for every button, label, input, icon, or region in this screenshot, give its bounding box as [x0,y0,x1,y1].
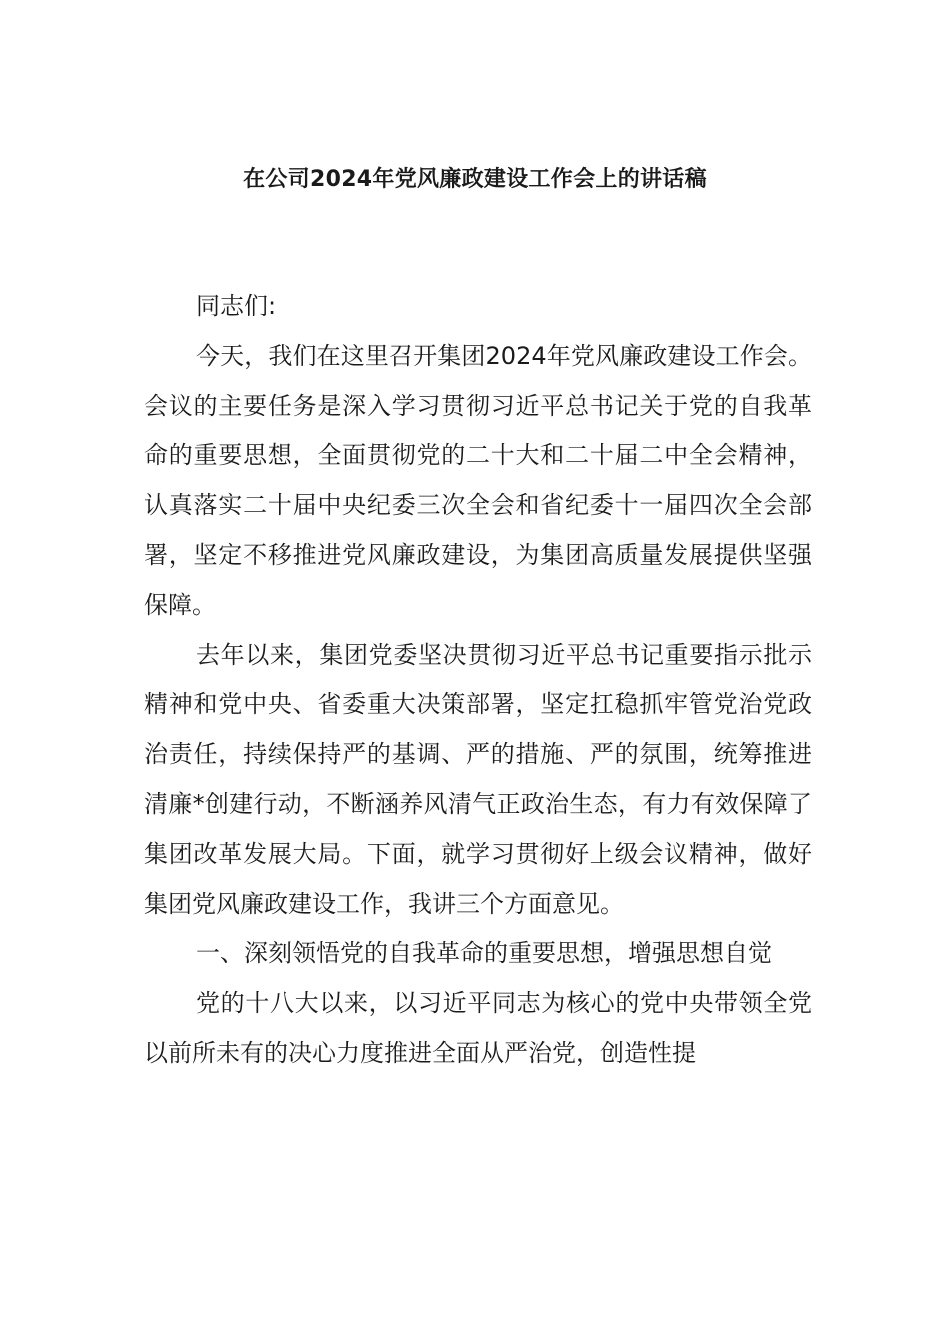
document-body [144,282,812,1079]
paragraph-opening: 今天，我们在这里召开集团2024年党风廉政建设工作会。会议的主要任务是深入学习贯彻习近平总书记关于党的自我革命的重要思想，全面贯彻党的二十大和二十届二中全会精神，认真落实二十届中央纪委三次全会和省纪委十一届四次全会部署，坚定不移推进党风廉政建设，为集团高质量发展提供坚强保障。 [144,341,812,619]
paragraph-section-1-text: 党的十八大以来，以习近平同志为核心的党中央带领全党以前所未有的决心力度推进全面从严治党，创造性提 [144,989,812,1067]
paragraph-salutation: 同志们: [196,292,277,320]
document-title: 在公司2024年党风廉政建设工作会上的讲话稿 [243,167,707,192]
paragraph-review: 去年以来，集团党委坚决贯彻习近平总书记重要指示批示精神和党中央、省委重大决策部署，坚定扛稳抓牢管党治党政治责任，持续保持严的基调、严的措施、严的氛围，统筹推进清廉*创建行动，不断涵养风清气正政治生态，有力有效保障了集团改革发展大局。下面，就学习贯彻好上级会议精神，做好集团党风廉政建设工作，我讲三个方面意见。 [144,640,812,918]
section-heading-1: 一、深刻领悟党的自我革命的重要思想，增强思想自觉 [196,939,772,968]
